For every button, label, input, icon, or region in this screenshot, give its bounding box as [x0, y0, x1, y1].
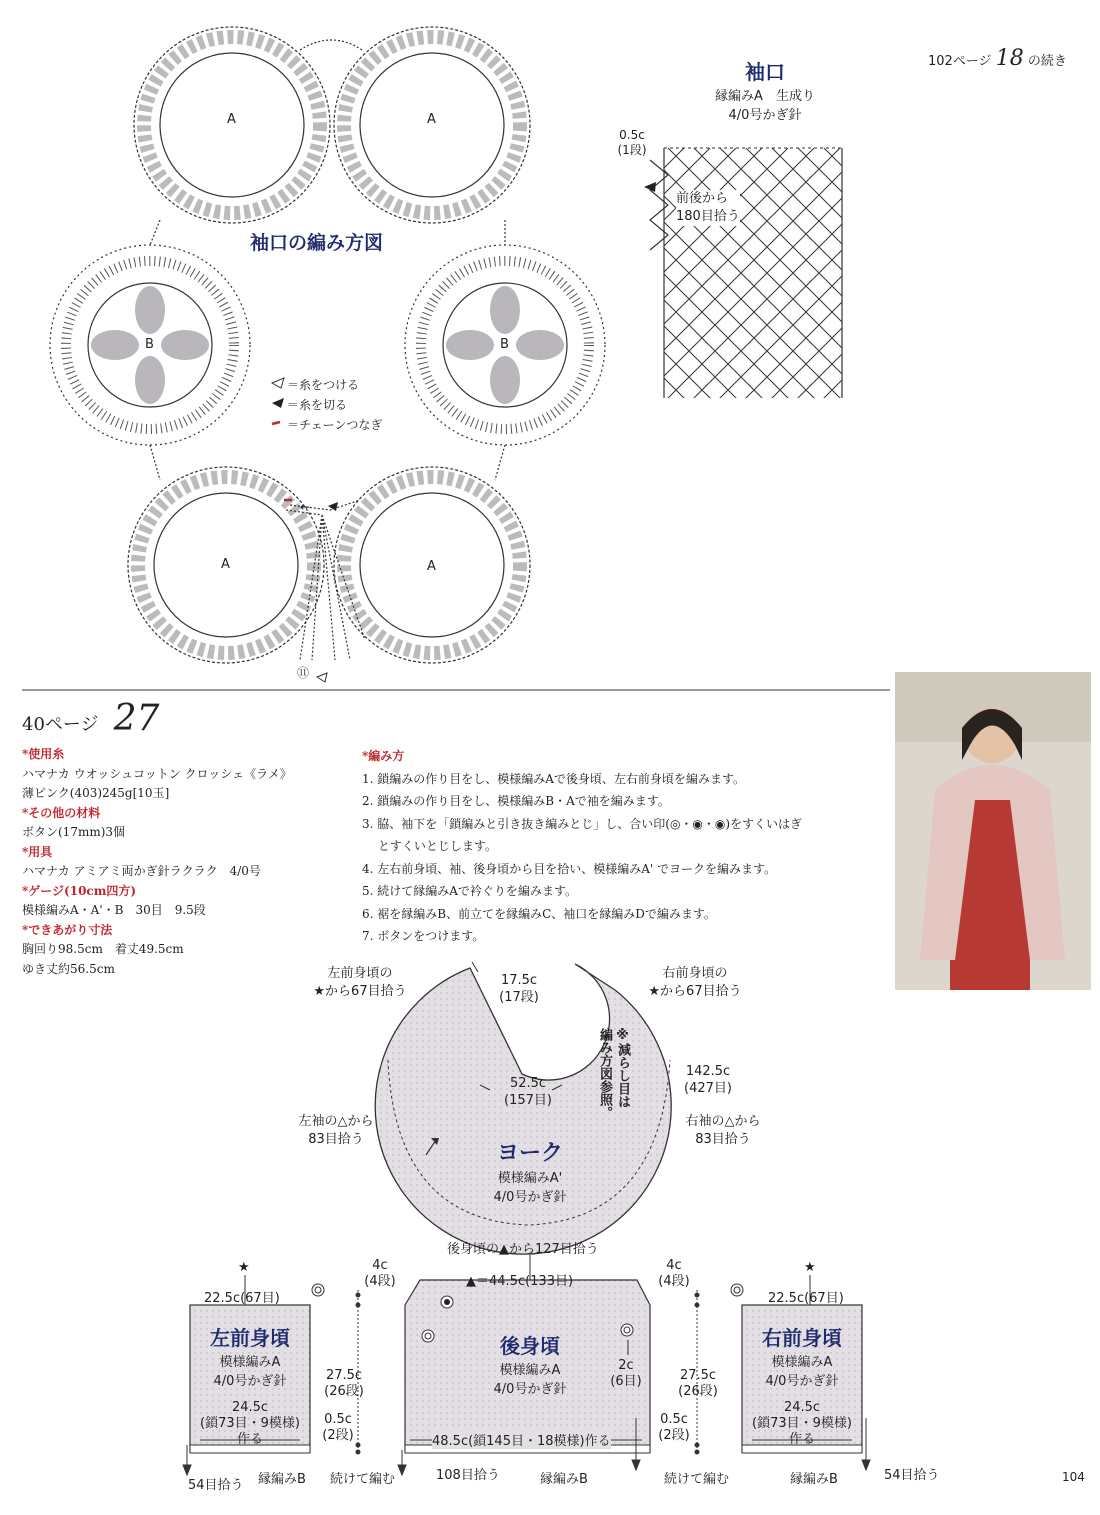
method-step: 6. 裾を縁編みB、前立てを縁編みC、袖口を縁編みDで編みます。 — [362, 906, 716, 921]
yoke-depth-value: 17.5c — [500, 973, 538, 988]
open-triangle-icon — [272, 378, 284, 388]
right-front-chain-count: (鎖73目・9模様) — [752, 1416, 852, 1431]
cuff-diagram-title: 袖口の編み方図 — [250, 232, 384, 254]
motif-label: A — [221, 557, 230, 572]
left-front-name: 左前身頃 — [210, 1326, 290, 1350]
motif-label: B — [145, 337, 154, 352]
yoke-decrease-note — [595, 1028, 631, 1119]
materials-line: ゆき丈約56.5cm — [22, 961, 115, 976]
dim-rows: (4段) — [364, 1274, 396, 1289]
yoke-inner-sts: (157目) — [504, 1093, 552, 1108]
sleeve-cuff-hook: 4/0号かぎ針 — [728, 108, 802, 123]
yoke-title-block — [470, 1136, 590, 1205]
yoke-label-line: 83目拾う — [695, 1132, 751, 1147]
left-front-label — [190, 1322, 310, 1389]
method-step: 7. ボタンをつけます。 — [362, 929, 485, 943]
method-step: 5. 続けて縁編みAで衿ぐりを編みます。 — [362, 884, 577, 898]
dim-rows: (6目) — [610, 1374, 642, 1389]
cuff-pickup-line1: 前後から — [676, 191, 729, 206]
yoke-label-line: 左前身頃の — [327, 966, 393, 981]
materials-list — [22, 745, 352, 979]
yoke-label-line: 左袖の△から — [298, 1114, 374, 1129]
pattern-heading — [22, 698, 159, 739]
right-front-bottom-width: 24.5c — [783, 1400, 821, 1415]
method-step: 3. 脇、袖下を「鎖編みと引き抜き編みとじ」し、合い印(◎・◉・◉)をすくいはぎ — [362, 816, 803, 831]
yoke-left-front-pickup — [305, 965, 415, 1001]
yoke-label-line: 右前身頃の — [662, 966, 728, 981]
back-bottom-chain: 48.5c(鎖145目・18模様)作る — [432, 1430, 611, 1449]
right-yoke-pickup-depth — [654, 1258, 694, 1290]
dim-value: 4c — [666, 1258, 682, 1273]
materials-heading-yarn: *使用糸 — [22, 747, 65, 761]
materials-line: 胸回り98.5cm 着丈49.5cm — [22, 942, 184, 956]
materials-line: 模様編みA・A'・B 30目 9.5段 — [22, 903, 206, 917]
back-side-drop — [604, 1358, 648, 1390]
right-front-name: 右前身頃 — [762, 1326, 842, 1350]
left-front-chain — [190, 1400, 310, 1448]
right-continue-note: 続けて編む — [664, 1472, 730, 1487]
motif-label: A — [427, 112, 436, 127]
yoke-left-sleeve-pickup — [288, 1113, 384, 1149]
left-front-make: 作る — [236, 1432, 263, 1447]
yoke-note-line: ※減らし目は — [615, 1028, 630, 1108]
motif-label: A — [427, 559, 436, 574]
dim-value: 2c — [618, 1358, 634, 1373]
dim-rows: (26段) — [678, 1384, 718, 1399]
back-pickup-label: 後身頃の▲から127目拾う — [447, 1242, 599, 1257]
method-step: 1. 鎖編みの作り目をし、模様編みAで後身頃、左右前身頃を編みます。 — [362, 771, 745, 786]
legend-cut: ＝糸を切る — [287, 398, 348, 412]
materials-line: ハマナカ ウオッシュコットン クロッシェ《ラメ》 — [22, 766, 292, 781]
method-step: 4. 左右前身頃、袖、後身頃から目を拾い、模様編みA' でヨークを編みます。 — [362, 861, 777, 876]
arrow-marker: ← — [300, 500, 311, 514]
cuff-pickup — [676, 190, 740, 226]
star-marker: ★ — [238, 1260, 250, 1275]
materials-heading-size: *できあがり寸法 — [22, 922, 113, 937]
sleeve-cuff-title: 袖口 — [745, 60, 785, 84]
yoke-right-sleeve-pickup — [675, 1113, 771, 1149]
right-front-pickup: 54目拾う — [884, 1468, 940, 1483]
method-steps — [362, 745, 882, 948]
page-number: 104 — [1062, 1470, 1085, 1484]
cont-number: 18 — [995, 46, 1024, 71]
yoke-outer — [680, 1063, 736, 1097]
star-marker: ★ — [804, 1260, 816, 1275]
motif-label: B — [500, 337, 509, 352]
materials-heading-other: *その他の材料 — [22, 805, 101, 820]
right-front-pattern: 模様編みA — [771, 1355, 833, 1370]
legend-chain-join: ＝チェーンつなぎ — [287, 418, 383, 432]
sleeve-cuff-chart — [644, 148, 842, 398]
filled-triangle-icon — [272, 398, 284, 408]
yoke-title: ヨーク — [496, 1141, 563, 1166]
materials-line: ボタン(17mm)3個 — [22, 825, 126, 839]
cont-suffix: の続き — [1027, 54, 1067, 69]
yoke-depth — [494, 972, 544, 1006]
yoke-inner — [500, 1075, 556, 1109]
dim-rows: (2段) — [658, 1428, 690, 1443]
back-name: 後身頃 — [500, 1334, 560, 1358]
motif-ring-diagram — [50, 27, 605, 663]
sleeve-cuff-header — [700, 56, 830, 123]
yoke-outer-sts: (427目) — [684, 1081, 732, 1096]
left-front-edge: 縁編みB — [258, 1472, 306, 1487]
round-marker: ⑪ — [297, 666, 310, 680]
left-front-bottom-width: 24.5c — [231, 1400, 269, 1415]
right-front-top-width: 22.5c(67目) — [768, 1291, 844, 1306]
yoke-note-line: 編み方図参照。 — [597, 1028, 612, 1119]
materials-heading-tools: *用具 — [22, 844, 53, 859]
left-front-pickup: 54目拾う — [188, 1478, 244, 1493]
cuff-pickup-line2: 180目拾う — [676, 209, 740, 224]
left-hem-depth — [318, 1412, 358, 1444]
method-step: とすくいとじします。 — [362, 839, 497, 853]
dim-rows: (4段) — [658, 1274, 690, 1289]
dim-value: 0.5c — [660, 1412, 688, 1427]
materials-line: ハマナカ アミアミ両かぎ針ラクラク 4/0号 — [22, 864, 261, 878]
right-front-edge: 縁編みB — [790, 1472, 838, 1487]
dim-value: 27.5c — [325, 1368, 363, 1383]
motif-label: A — [227, 112, 236, 127]
right-front-make: 作る — [788, 1432, 815, 1447]
symbol-legend — [287, 375, 382, 435]
yoke-label-line: 右袖の△から — [685, 1114, 761, 1129]
left-front-hook: 4/0号かぎ針 — [213, 1374, 287, 1389]
right-front-chain — [742, 1400, 862, 1448]
left-front-pattern: 模様編みA — [219, 1355, 281, 1370]
left-front-top-width: 22.5c(67目) — [204, 1291, 280, 1306]
materials-heading-gauge: *ゲージ(10cm四方) — [22, 883, 137, 898]
cont-prefix: 102ページ — [928, 54, 992, 69]
legend-attach: ＝糸をつける — [287, 378, 360, 392]
back-top-width: ▲＝44.5c(133目) — [466, 1274, 574, 1289]
yoke-pattern: 模様編みA' — [497, 1171, 563, 1186]
yoke-depth-rows: (17段) — [499, 990, 539, 1005]
method-heading: *編み方 — [362, 749, 405, 763]
materials-line: 薄ピンク(403)245g[10玉] — [22, 786, 170, 800]
pattern-number: 27 — [113, 698, 160, 739]
dim-rows: (2段) — [322, 1428, 354, 1443]
sleeve-cuff-subtitle: 縁編みA 生成り — [715, 89, 815, 104]
left-front-chain-count: (鎖73目・9模様) — [200, 1416, 300, 1431]
dim-value: 4c — [372, 1258, 388, 1273]
left-yoke-pickup-depth — [360, 1258, 400, 1290]
dim-rows: (26段) — [324, 1384, 364, 1399]
back-pickup: 108目拾う — [436, 1468, 500, 1483]
right-front-hook: 4/0号かぎ針 — [765, 1374, 839, 1389]
chain-join-icon — [272, 422, 280, 424]
back-hook: 4/0号かぎ針 — [493, 1382, 567, 1397]
left-body-length — [322, 1368, 366, 1400]
back-edge: 縁編みB — [540, 1472, 588, 1487]
cuff-depth — [612, 128, 652, 158]
yoke-label-line: 83目拾う — [308, 1132, 364, 1147]
yoke-label-line: ★から67目拾う — [648, 984, 742, 999]
cuff-depth-rows: (1段) — [617, 143, 647, 157]
pattern-page-ref: 40ページ — [22, 714, 99, 735]
right-hem-depth — [654, 1412, 694, 1444]
yoke-inner-value: 52.5c — [509, 1076, 547, 1091]
yoke-label-line: ★から67目拾う — [313, 984, 407, 999]
back-label — [470, 1330, 590, 1397]
model-photo — [895, 672, 1091, 990]
dim-value: 0.5c — [324, 1412, 352, 1427]
back-pattern: 模様編みA — [499, 1363, 561, 1378]
cuff-depth-value: 0.5c — [619, 128, 645, 142]
right-front-label — [742, 1322, 862, 1389]
left-continue-note: 続けて編む — [330, 1472, 396, 1487]
continuation-note — [928, 46, 1067, 71]
dim-value: 27.5c — [679, 1368, 717, 1383]
right-body-length — [676, 1368, 720, 1400]
yoke-outer-value: 142.5c — [685, 1064, 731, 1079]
yoke-hook: 4/0号かぎ針 — [493, 1190, 567, 1205]
yoke-right-front-pickup — [640, 965, 750, 1001]
method-step: 2. 鎖編みの作り目をし、模様編みB・Aで袖を編みます。 — [362, 794, 670, 808]
